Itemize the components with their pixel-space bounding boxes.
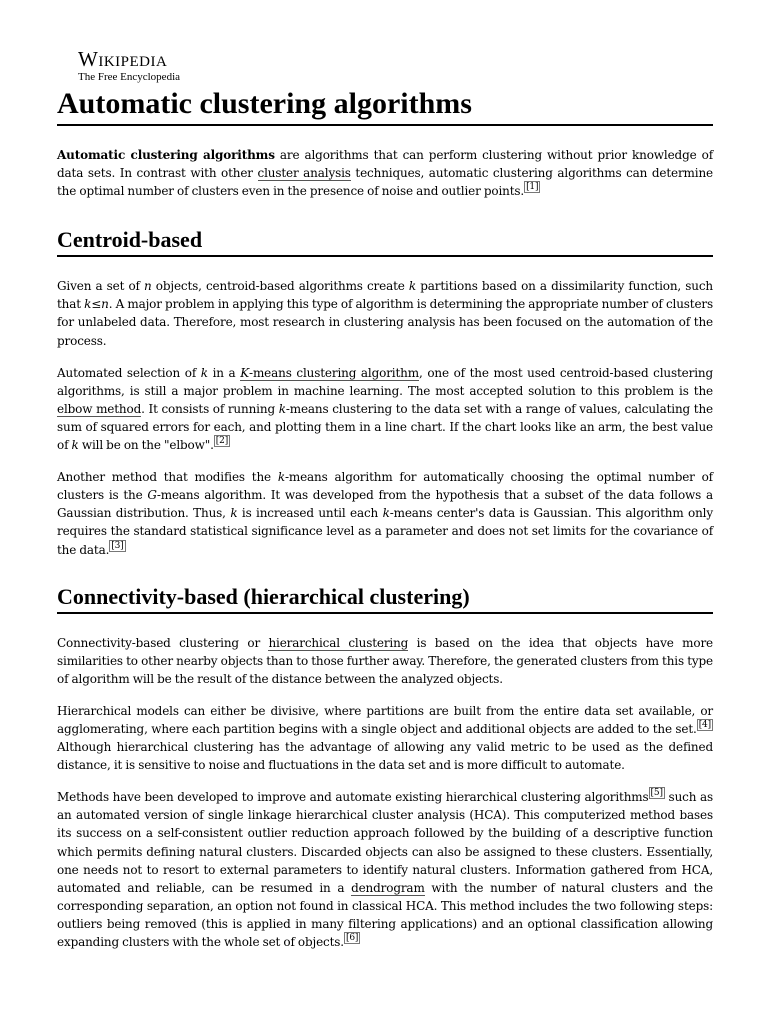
text: Hierarchical models can either be divisive, where partitions are built from the entire data set available, or agglomerating, where each partition begins with a single object and additional objects are added to the set.: [57, 703, 713, 736]
citation-2[interactable]: [2]: [215, 436, 229, 447]
var-g: G: [147, 488, 157, 503]
lead-term: Automatic clustering algorithms: [57, 148, 275, 162]
connectivity-paragraph-3: [57, 788, 713, 951]
text: is increased until each: [237, 506, 383, 521]
text: Methods have been developed to improve and automate existing hierarchical clustering algorithms: [57, 790, 649, 805]
connectivity-paragraph-1: [57, 634, 713, 688]
link-cluster-analysis[interactable]: cluster analysis: [257, 166, 351, 181]
var-n: n: [144, 279, 152, 294]
var-k: k: [200, 365, 208, 380]
var-k: k: [278, 401, 286, 416]
link-kmeans-text: -means clustering algorithm: [249, 365, 419, 380]
link-hierarchical-clustering[interactable]: hierarchical clustering: [268, 635, 409, 650]
logo-tagline: The Free Encyclopedia: [78, 71, 181, 83]
logo-wordmark: Wikipedia: [78, 47, 168, 71]
var-k: k: [71, 438, 79, 453]
wikipedia-logo[interactable]: [78, 48, 713, 83]
text: . A major problem in applying this type of algorithm is determining the appropriate number of clusters for unlabeled data. Therefore, most research in clustering analysis has been focused on the automation of the process.: [57, 297, 714, 348]
var-k: k: [408, 279, 417, 294]
connectivity-paragraph-2: [57, 702, 713, 774]
text: Another method that modifies the: [57, 470, 278, 485]
text: with the number of natural clusters and the corresponding separation, an option not found in classical HCA. This method includes the two following steps: outliers being removed (this is applied in many filtering applications) and an optional classification allowing expanding clusters with the whole set of objects.: [57, 880, 713, 949]
text: partitions based on a dissimilarity function, such that: [57, 279, 713, 312]
section-heading-centroid: Centroid-based: [57, 227, 713, 257]
link-kmeans-k: K: [240, 365, 250, 380]
text: -means algorithm for automatically choosing the optimal number of clusters is the: [57, 470, 713, 503]
text: will be on the "elbow".: [78, 438, 214, 453]
centroid-paragraph-2: [57, 364, 713, 454]
text: Automated selection of: [57, 365, 201, 380]
text: . It consists of running: [141, 401, 279, 416]
text: , one of the most used centroid-based clustering algorithms, is still a major problem in machine learning. The most accepted solution to this problem is the: [57, 365, 714, 398]
var-k-le-n: k≤n: [84, 297, 109, 312]
citation-6[interactable]: [6]: [345, 933, 359, 943]
centroid-paragraph-1: [57, 277, 713, 349]
intro-paragraph: [57, 146, 713, 200]
citation-5[interactable]: [5]: [650, 788, 663, 799]
text: in a: [207, 365, 241, 380]
text: is based on the idea that objects have more similarities to other nearby objects than to those further away. Therefore, the generated clusters from this type of algorithm will be the result of the distance between the analyzed objects.: [57, 635, 713, 686]
var-k: k: [382, 506, 390, 521]
text: Given a set of: [57, 279, 144, 294]
text: are algorithms that can perform clustering without prior knowledge of data sets. In contrast with other: [57, 148, 713, 181]
var-k: k: [277, 470, 285, 485]
citation-3[interactable]: [3]: [111, 540, 124, 551]
page-title: Automatic clustering algorithms: [57, 87, 713, 126]
citation-4[interactable]: [4]: [698, 719, 711, 730]
var-k: k: [230, 506, 238, 521]
text: such as an automated version of single linkage hierarchical cluster analysis (HCA). This computerized method bases its success on a self-consistent outlier reduction approach followed by the building of a descriptive function which permits defining natural clusters. Discarded objects can also be assigned to these clusters. Essentially, one needs not to resort to external parameters to identify natural clusters. Information gathered from HCA, automated and reliable, can be resumed in a: [57, 790, 714, 895]
citation-1[interactable]: [1]: [526, 182, 539, 193]
link-dendrogram[interactable]: dendrogram: [351, 880, 425, 895]
link-elbow-method[interactable]: elbow method: [57, 401, 142, 416]
section-heading-connectivity: Connectivity-based (hierarchical clustering): [57, 584, 713, 614]
centroid-paragraph-3: [57, 468, 713, 558]
link-kmeans[interactable]: [240, 366, 419, 381]
text: techniques, automatic clustering algorithms can determine the optimal number of clusters even in the presence of noise and outlier points.: [57, 166, 713, 199]
text: -means clustering to the data set with a range of values, calculating the sum of squared errors for each, and plotting them in a line chart. If the chart looks like an arm, the best value of: [57, 401, 713, 453]
article-page: [57, 48, 713, 951]
text: -means center's data is Gaussian. This algorithm only requires the standard statistical significance level as a parameter and does not set limits for the covariance of the data.: [57, 506, 714, 557]
text: Although hierarchical clustering has the advantage of allowing any valid metric to be used as the defined distance, it is sensitive to noise and fluctuations in the data set and is more difficult to automate.: [57, 740, 713, 773]
text: -means algorithm. It was developed from the hypothesis that a subset of the data follows a Gaussian distribution. Thus,: [57, 488, 713, 521]
text: Connectivity-based clustering or: [57, 635, 269, 650]
text: objects, centroid-based algorithms create: [151, 279, 409, 294]
